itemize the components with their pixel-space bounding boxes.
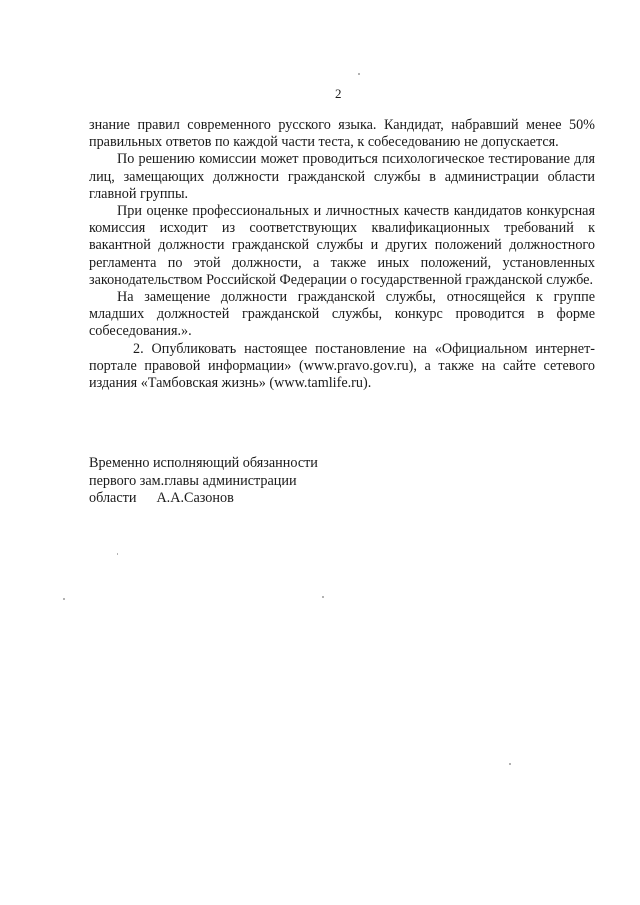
signatory-line3 [89,490,389,508]
scan-speck [322,596,324,598]
document-body [89,117,595,392]
scan-speck [117,553,118,555]
scan-speck [63,598,65,600]
page-number: 2 [335,86,342,101]
scan-speck [509,763,511,765]
signatory-name: А.А.Сазонов [156,490,234,506]
paragraph-junior-positions: На замещение должности гражданской службы, относящейся к группе младших должностей гражданской службы, конкурс проводится в форме собеседования.». [89,289,595,340]
signatory-title-line1: Временно исполняющий обязанности [89,455,318,471]
signatory-title-line2: первого зам.главы администрации [89,472,297,489]
paragraph-assessment: При оценке профессиональных и личностных качеств кандидатов конкурсная комиссия исходит из соответствующих квалификационных требований к вакантной должности гражданской службы и других положений должностного регламента по этой должности, а также иных положений, установленных законодательством Российской Федерации о государственной гражданской службе. [89,203,595,288]
signatory-position: области [89,490,137,506]
paragraph-publish: 2. Опубликовать настоящее постановление на «Официальном интернет-портале правовой информации» (www.pravo.gov.ru), а также на сайте сетевого издания «Тамбовская жизнь» (www.tamlife.ru). [89,340,595,392]
paragraph-psych-testing: По решению комиссии может проводиться психологическое тестирование для лиц, замещающих должности гражданской службы в администрации области главной группы. [89,151,595,202]
signature-block [89,455,389,508]
scan-speck [358,73,360,75]
paragraph-continuation: знание правил современного русского языка. Кандидат, набравший менее 50% правильных ответов по каждой части теста, к собеседованию не допускается. [89,117,595,151]
